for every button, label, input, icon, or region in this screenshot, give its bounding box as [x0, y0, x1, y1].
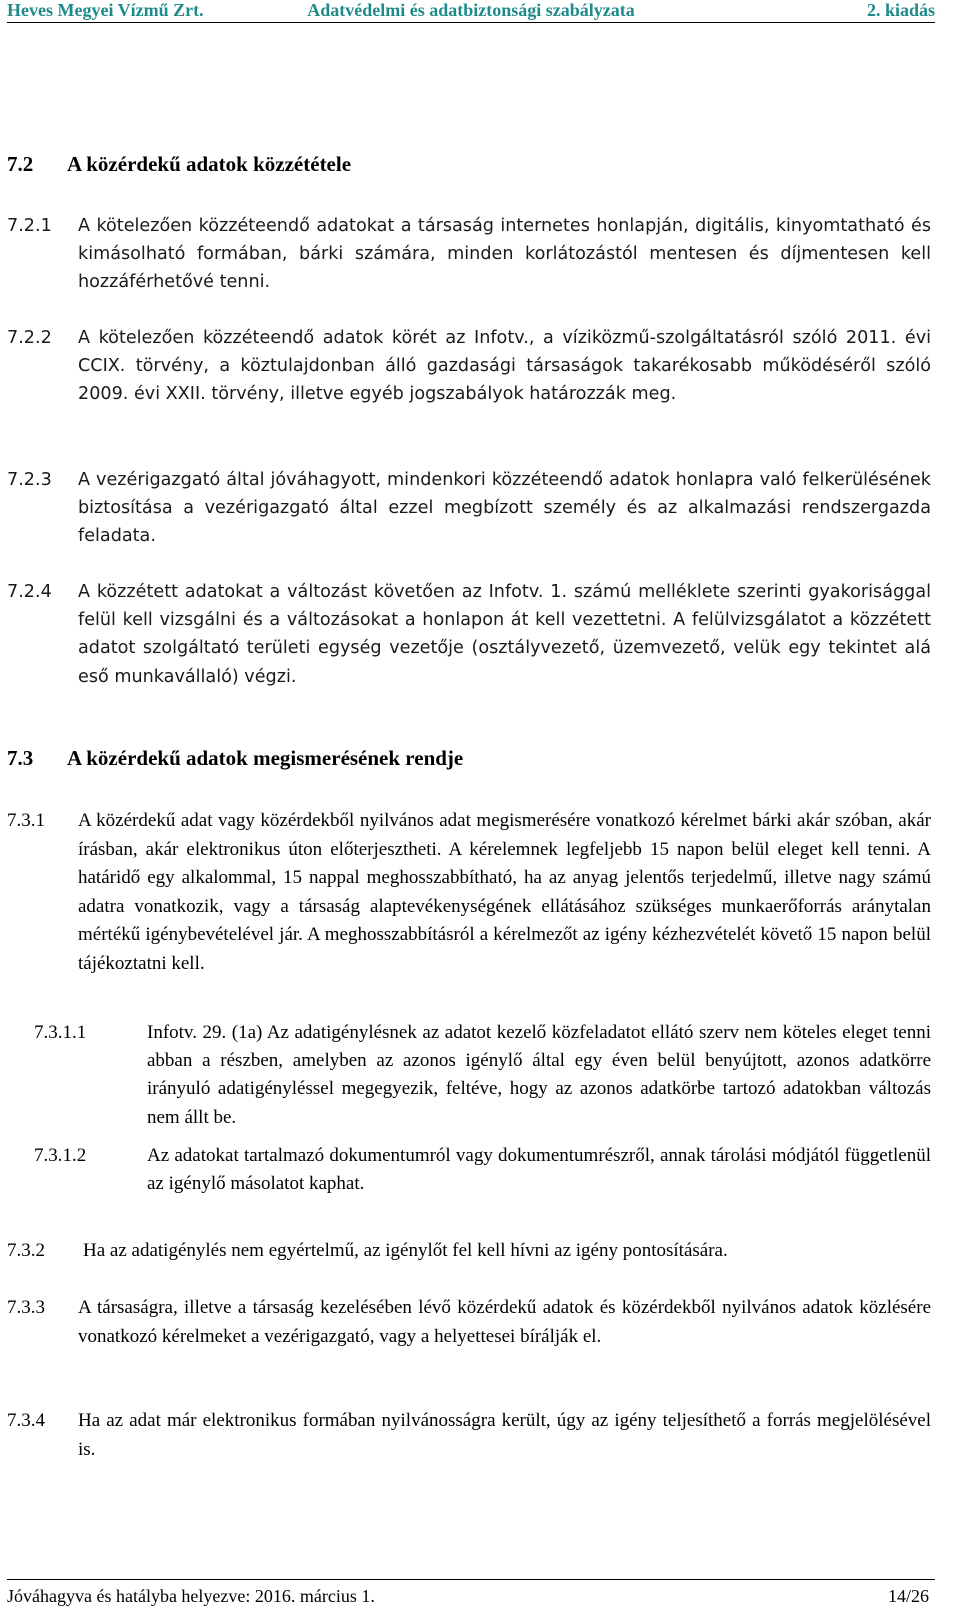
paragraph-number: 7.3.4 [7, 1410, 45, 1431]
paragraph-text: A vezérigazgató által jóváhagyott, mindenkori közzéteendő adatok honlapra való felkerülésének biztosítása a vezérigazgató által ezzel megbízott személy és az alkalmazási rendszergazda feladata. [78, 470, 931, 547]
section-number: 7.3 [7, 746, 34, 770]
header-company: Heves Megyei Vízmű Zrt. [7, 0, 204, 20]
paragraph-number: 7.2.4 [7, 582, 52, 602]
paragraph-text: A közzétett adatokat a változást követően az Infotv. 1. számú melléklete szerinti gyakorisággal felül kell vizsgálni és a változásokat a honlapon át kell vezettetni. A felülvizsgálatot a közzétett adatot szolgáltató területi egység vezetője (osztályvezető, üzemvezető, velük egy tekintet alá eső munkavállaló) végzi. [78, 582, 931, 687]
paragraph-text: A kötelezően közzéteendő adatok körét az Infotv., a víziközmű-szolgáltatásról szóló 2011. évi CCIX. törvény, a köztulajdonban álló gazdasági társaságok takarékosabb működéséről szóló 2009. évi XXII. törvény, illetve egyéb jogszabályok határozzák meg. [78, 328, 931, 405]
paragraph-text: Infotv. 29. (1a) Az adatigénylésnek az adatot kezelő közfeladatot ellátó szerv nem köteles eleget tenni abban a részben, amelyben az azonos igénylő által egy éven belül benyújtott, azonos adatkörre irányuló adatigényléssel megegyezik, feltéve, hogy az azonos adatkörbe tartozó adatokban változás nem állt be. [147, 1022, 931, 1128]
section-number: 7.2 [7, 152, 34, 176]
header-edition: 2. kiadás [866, 0, 935, 20]
paragraph-number: 7.2.3 [7, 470, 52, 490]
paragraph-text: A társaságra, illetve a társaság kezelésében lévő közérdekű adatok és közérdekből nyilvános adatok közlésére vonatkozó kérelmeket a vezérigazgató, vagy a helyettesei bírálják el. [78, 1297, 931, 1347]
paragraph-number: 7.2.2 [7, 328, 52, 348]
paragraph-text: Ha az adat már elektronikus formában nyilvánosságra került, úgy az igény teljesíthető a forrás megjelölésével is. [78, 1410, 931, 1460]
section-title: A közérdekű adatok közzététele [67, 152, 352, 176]
section-7-3-heading [7, 746, 463, 771]
paragraph-number: 7.3.1 [7, 810, 45, 831]
section-7-2-heading [7, 152, 351, 177]
paragraph-number: 7.3.1.2 [34, 1145, 87, 1166]
paragraph-text: A közérdekű adat vagy közérdekből nyilvános adat megismerésére vonatkozó kérelmet bárki akár szóban, akár írásban, akár elektronikus úton előterjesztheti. A kérelemnek legfeljebb 15 napon belül eleget kell tenni. A határidő egy alkalommal, 15 nappal meghosszabbítható, ha az anyag jelentős terjedelmű, illetve nagy számú adatra vonatkozik, vagy a társaság alaptevékenységének ellátásához szükséges munkaerőforrás aránytalan mértékű igénybevételével jár. A meghosszabbításról a kérelmezőt az igény kézhezvételét követő 15 napon belül tájékoztatni kell. [78, 810, 931, 974]
paragraph-number: 7.3.2 [7, 1240, 45, 1261]
paragraph-text: A kötelezően közzéteendő adatokat a társaság internetes honlapján, digitális, kinyomtatható és kimásolható formában, bárki számára, minden korlátozástól mentesen és díjmentesen kell hozzáférhetővé tenni. [78, 216, 931, 293]
footer-approval-date: Jóváhagyva és hatályba helyezve: 2016. március 1. [7, 1586, 375, 1606]
paragraph-text: Az adatokat tartalmazó dokumentumról vagy dokumentumrészről, annak tárolási módjától függetlenül az igénylő másolatot kaphat. [147, 1145, 931, 1195]
paragraph-number: 7.3.1.1 [34, 1022, 87, 1043]
header-document-title: Adatvédelmi és adatbiztonsági szabályzata [307, 0, 635, 20]
paragraph-number: 7.3.3 [7, 1297, 45, 1318]
paragraph-text: Ha az adatigénylés nem egyértelmű, az igénylőt fel kell hívni az igény pontosítására. [83, 1240, 728, 1261]
paragraph-number: 7.2.1 [7, 216, 52, 236]
footer-page-number: 14/26 [887, 1586, 929, 1606]
section-title: A közérdekű adatok megismerésének rendje [67, 746, 464, 770]
page-footer [7, 1579, 935, 1606]
